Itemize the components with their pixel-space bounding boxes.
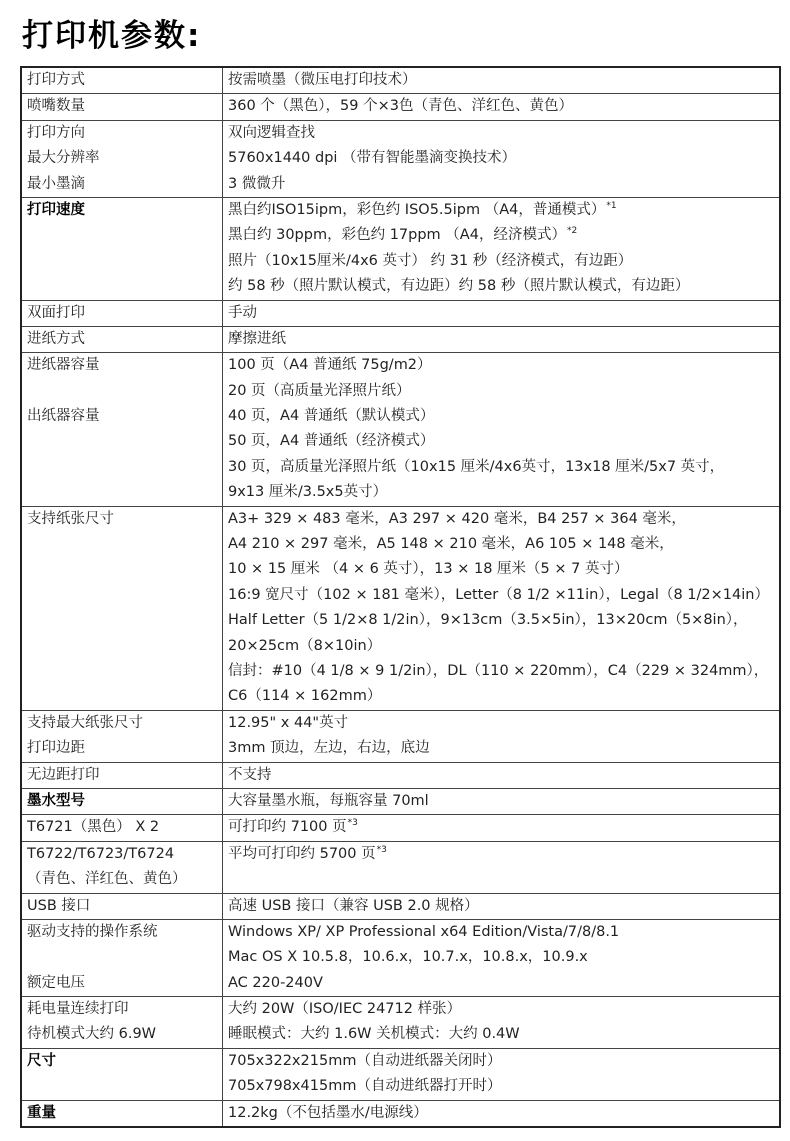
spec-label-cell [21, 815, 223, 841]
spec-label-cell [21, 94, 223, 120]
spec-value-line [228, 223, 779, 248]
spec-label: 重量 [27, 1104, 56, 1121]
spec-value-cell [223, 506, 781, 710]
spec-value-cell [223, 353, 781, 506]
spec-value: 不支持 [228, 766, 272, 783]
table-row [21, 997, 780, 1049]
spec-label [27, 634, 222, 659]
spec-value-line [228, 198, 779, 223]
spec-label: 进纸方式 [27, 330, 85, 347]
spec-label: 尺寸 [27, 1052, 56, 1069]
table-row [21, 841, 780, 893]
spec-label: 打印方式 [27, 72, 85, 88]
spec-value-line [228, 971, 779, 996]
spec-value: 约 58 秒（照片默认模式，有边距）约 58 秒（照片默认模式，有边距） [228, 278, 690, 295]
spec-value-line [228, 1074, 779, 1099]
spec-label: 双面打印 [27, 304, 85, 321]
spec-label: 打印方向 [27, 124, 85, 141]
spec-value-line [228, 429, 779, 454]
spec-label: 打印边距 [27, 740, 85, 757]
table-row [21, 893, 780, 919]
spec-value-line [228, 379, 779, 404]
spec-value: 20×25cm（8×10in） [228, 637, 382, 654]
spec-value-cell [223, 815, 781, 841]
spec-label: 打印速度 [27, 201, 85, 218]
spec-value-line [228, 842, 779, 867]
spec-label-cell [21, 710, 223, 762]
spec-value-line [228, 711, 779, 736]
spec-label-cell [21, 762, 223, 788]
spec-label: 无边距打印 [27, 766, 100, 783]
spec-value-line [228, 684, 779, 709]
spec-value: 5760x1440 dpi （带有智能墨滴变换技术） [228, 150, 517, 167]
spec-value: Mac OS X 10.5.8，10.6.x，10.7.x，10.8.x，10.9.x [228, 949, 588, 966]
spec-value: 可打印约 7100 页 [228, 819, 347, 836]
spec-value: 12.95" x 44"英寸 [228, 714, 349, 731]
spec-table-body [21, 67, 780, 1127]
spec-value: 平均可打印约 5700 页 [228, 845, 376, 862]
spec-value-line [228, 659, 779, 684]
spec-value-cell [223, 94, 781, 120]
spec-value: A3+ 329 × 483 毫米，A3 297 × 420 毫米，B4 257 × 364 毫米， [228, 510, 686, 527]
table-row [21, 326, 780, 352]
spec-value-line [228, 480, 779, 505]
page-title: 打印机参数: [22, 18, 202, 54]
spec-label: 进纸器容量 [27, 357, 100, 374]
spec-label [27, 608, 222, 633]
footnote-marker: *3 [347, 818, 358, 829]
spec-value: 照片（10x15厘米/4x6 英寸） 约 31 秒（经济模式，有边距） [228, 252, 633, 269]
spec-label [27, 249, 222, 274]
spec-label-cell [21, 1048, 223, 1100]
spec-value-cell [223, 841, 781, 893]
spec-value-line [228, 945, 779, 970]
spec-label: 额定电压 [27, 974, 85, 991]
table-row [21, 710, 780, 762]
table-row [21, 1100, 780, 1127]
spec-value-line [228, 920, 779, 945]
spec-label [27, 684, 222, 709]
spec-value: 705x798x415mm（自动进纸器打开时） [228, 1078, 502, 1095]
spec-value: 360 个（黑色），59 个×3色（青色、洋红色、黄色） [228, 98, 573, 115]
spec-value: 大容量墨水瓶，每瓶容量 70ml [228, 792, 429, 809]
spec-label: 最大分辨率 [27, 150, 100, 167]
spec-label-cell [21, 893, 223, 919]
table-row [21, 1048, 780, 1100]
spec-label [27, 429, 222, 454]
spec-value-cell [223, 67, 781, 94]
spec-value: 黑白约 30ppm，彩色约 17ppm （A4，经济模式） [228, 227, 566, 244]
spec-label: 出纸器容量 [27, 408, 100, 425]
spec-label: T6722/T6723/T6724 [27, 845, 175, 862]
table-row [21, 300, 780, 326]
spec-value-cell [223, 762, 781, 788]
footnote-marker: *2 [566, 226, 578, 237]
spec-label [27, 659, 222, 684]
spec-value: Half Letter（5 1/2×8 1/2in），9×13cm（3.5×5in），13×20cm（5×8in）， [228, 612, 748, 629]
spec-value: 12.2kg（不包括墨水/电源线） [228, 1104, 428, 1121]
spec-value: 双向逻辑查找 [228, 124, 315, 141]
spec-value: 705x322x215mm（自动进纸器关闭时） [228, 1052, 502, 1069]
spec-label-cell [21, 197, 223, 300]
table-row [21, 506, 780, 710]
spec-value: 按需喷墨（微压电打印技术） [228, 72, 417, 88]
spec-value-line [228, 455, 779, 480]
spec-label: 支持最大纸张尺寸 [27, 714, 143, 731]
spec-value-line [228, 274, 779, 299]
spec-value: Windows XP/ XP Professional x64 Edition/Vista/7/8/8.1 [228, 923, 620, 940]
spec-label [27, 480, 222, 505]
spec-label: 耗电量连续打印 [27, 1001, 129, 1018]
spec-label: 待机模式大约 6.9W [27, 1026, 157, 1043]
spec-value-line [228, 532, 779, 557]
spec-label: 最小墨滴 [27, 175, 85, 192]
spec-value-line [228, 736, 779, 761]
spec-value: A4 210 × 297 毫米，A5 148 × 210 毫米，A6 105 × 148 毫米， [228, 536, 674, 553]
spec-value-cell [223, 1100, 781, 1127]
spec-value-line [228, 583, 779, 608]
spec-value: 3mm 顶边，左边，右边，底边 [228, 740, 430, 757]
spec-label [27, 379, 222, 404]
spec-label: 喷嘴数量 [27, 98, 85, 115]
spec-value-cell [223, 300, 781, 326]
table-row [21, 67, 780, 94]
table-row [21, 788, 780, 814]
spec-value: 手动 [228, 304, 257, 321]
spec-value-cell [223, 1048, 781, 1100]
table-row [21, 197, 780, 300]
spec-value-line [228, 815, 779, 840]
spec-value: AC 220-240V [228, 974, 323, 991]
spec-value: 100 页（A4 普通纸 75g/m2） [228, 357, 432, 374]
spec-value-cell [223, 919, 781, 996]
spec-label-cell [21, 353, 223, 506]
footnote-marker: *3 [376, 844, 387, 855]
spec-label [27, 557, 222, 582]
spec-value: 摩擦进纸 [228, 330, 286, 347]
spec-label-cell [21, 326, 223, 352]
spec-value-line [228, 68, 779, 93]
spec-value-cell [223, 788, 781, 814]
spec-label [27, 455, 222, 480]
spec-value-line [228, 146, 779, 171]
spec-value-line [228, 634, 779, 659]
spec-label-cell [21, 300, 223, 326]
spec-value: 20 页（高质量光泽照片纸） [228, 382, 411, 399]
spec-value-line [228, 249, 779, 274]
spec-value: 睡眠模式：大约 1.6W 关机模式：大约 0.4W [228, 1026, 520, 1043]
spec-value-line [228, 94, 779, 119]
spec-value-line [228, 353, 779, 378]
spec-value-line [228, 867, 779, 892]
spec-label [27, 1074, 222, 1099]
spec-value-line [228, 894, 779, 919]
spec-value-line [228, 172, 779, 197]
spec-value: 黑白约ISO15ipm，彩色约 ISO5.5ipm （A4，普通模式） [228, 201, 606, 218]
spec-label: T6721（黑色） X 2 [27, 819, 160, 836]
spec-value-cell [223, 997, 781, 1049]
spec-value-cell [223, 120, 781, 197]
spec-label-cell [21, 67, 223, 94]
spec-value: 9x13 厘米/3.5x5英寸） [228, 484, 388, 501]
spec-label-cell [21, 788, 223, 814]
table-row [21, 762, 780, 788]
spec-value-cell [223, 710, 781, 762]
spec-label [27, 223, 222, 248]
spec-label-cell [21, 120, 223, 197]
spec-value-line [228, 557, 779, 582]
table-row [21, 353, 780, 506]
spec-value-line [228, 608, 779, 633]
table-row [21, 919, 780, 996]
spec-label [27, 274, 222, 299]
spec-value-cell [223, 893, 781, 919]
spec-value: 50 页，A4 普通纸（经济模式） [228, 433, 435, 450]
spec-label [27, 583, 222, 608]
footnote-marker: *1 [606, 200, 617, 211]
spec-label: 驱动支持的操作系统 [27, 923, 158, 940]
table-row [21, 120, 780, 197]
spec-value-line [228, 789, 779, 814]
spec-label [27, 945, 222, 970]
spec-value: 高速 USB 接口（兼容 USB 2.0 规格） [228, 897, 479, 914]
spec-label-cell [21, 919, 223, 996]
spec-value-line [228, 1049, 779, 1074]
spec-value-line [228, 301, 779, 326]
spec-label-cell [21, 841, 223, 893]
spec-value-line [228, 327, 779, 352]
spec-label: 支持纸张尺寸 [27, 510, 114, 527]
spec-value: 3 微微升 [228, 175, 286, 192]
spec-label-cell [21, 1100, 223, 1127]
spec-value: C6（114 × 162mm） [228, 688, 382, 705]
spec-value-cell [223, 197, 781, 300]
spec-value: 16:9 宽尺寸（102 × 181 毫米），Letter（8 1/2 ×11in），Legal（8 1/2×14in） [228, 586, 769, 603]
table-row [21, 815, 780, 841]
spec-label: USB 接口 [27, 897, 91, 914]
spec-label-cell [21, 997, 223, 1049]
spec-value: 10 × 15 厘米 （4 × 6 英寸），13 × 18 厘米（5 × 7 英寸） [228, 561, 629, 578]
spec-value: 30 页，高质量光泽照片纸（10x15 厘米/4x6英寸，13x18 厘米/5x7 英寸， [228, 458, 725, 475]
spec-label [27, 532, 222, 557]
spec-value-cell [223, 326, 781, 352]
spec-table [20, 66, 781, 1128]
spec-value-line [228, 763, 779, 788]
spec-value-line [228, 997, 779, 1022]
spec-value: 40 页，A4 普通纸（默认模式） [228, 408, 435, 425]
spec-label-cell [21, 506, 223, 710]
spec-value-line [228, 404, 779, 429]
spec-value-line [228, 507, 779, 532]
spec-label: （青色、洋红色、黄色） [27, 871, 187, 888]
spec-value: 大约 20W（ISO/IEC 24712 样张） [228, 1001, 462, 1018]
spec-label: 墨水型号 [27, 792, 85, 809]
spec-value-line [228, 121, 779, 146]
spec-value-line [228, 1101, 779, 1126]
spec-value: 信封：#10（4 1/8 × 9 1/2in），DL（110 × 220mm），C4（229 × 324mm）， [228, 662, 769, 679]
spec-value-line [228, 1022, 779, 1047]
table-row [21, 94, 780, 120]
